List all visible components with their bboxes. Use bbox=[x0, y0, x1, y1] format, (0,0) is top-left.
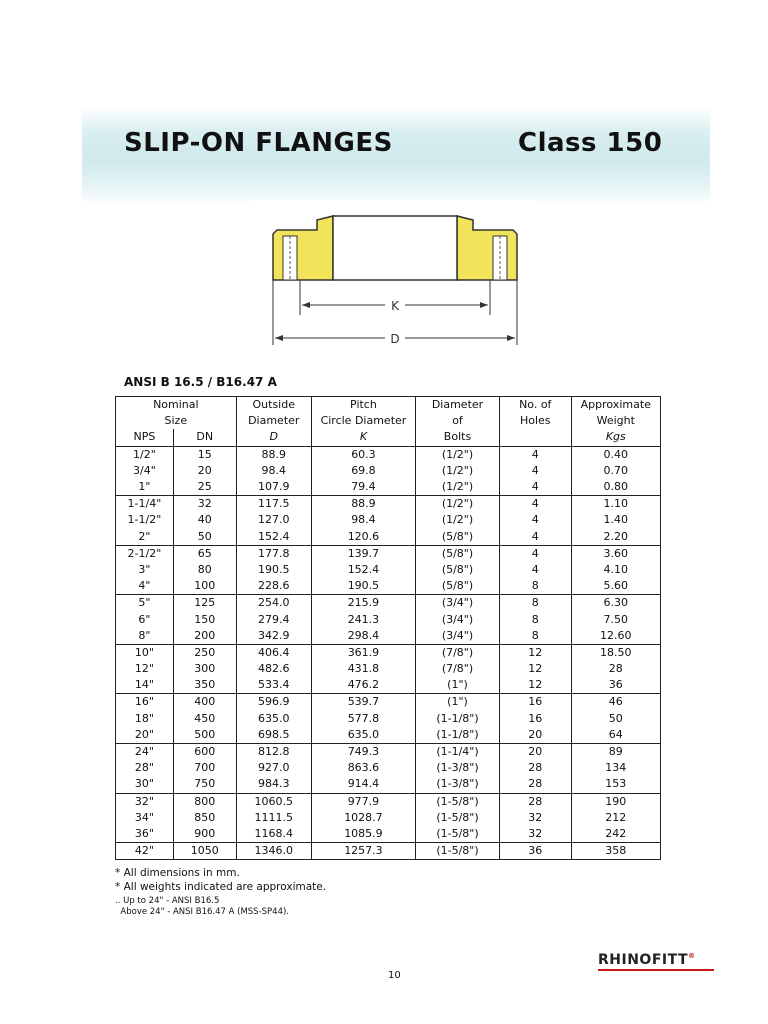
pitch-circle-cell: 577.8 bbox=[311, 711, 415, 727]
table-row bbox=[116, 644, 661, 661]
header-blank bbox=[499, 429, 571, 446]
bolt-diameter-cell: (1/2") bbox=[416, 446, 500, 463]
weight-cell: 7.50 bbox=[571, 611, 660, 627]
table-header-row bbox=[116, 413, 661, 429]
weight-cell: 0.40 bbox=[571, 446, 660, 463]
outside-diameter-cell: 98.4 bbox=[236, 463, 311, 479]
holes-cell: 8 bbox=[499, 578, 571, 595]
table-row bbox=[116, 529, 661, 546]
outside-diameter-cell: 117.5 bbox=[236, 496, 311, 513]
dn-cell: 20 bbox=[173, 463, 236, 479]
outside-diameter-cell: 190.5 bbox=[236, 562, 311, 578]
dn-cell: 200 bbox=[173, 628, 236, 645]
holes-cell: 12 bbox=[499, 677, 571, 694]
bolt-diameter-cell: (1/2") bbox=[416, 496, 500, 513]
header-d: D bbox=[236, 429, 311, 446]
pitch-circle-cell: 863.6 bbox=[311, 760, 415, 776]
table-row bbox=[116, 628, 661, 645]
table-row bbox=[116, 826, 661, 843]
weight-cell: 89 bbox=[571, 743, 660, 760]
header-k: K bbox=[311, 429, 415, 446]
table-row bbox=[116, 479, 661, 496]
holes-cell: 4 bbox=[499, 529, 571, 546]
header-diameter: Diameter bbox=[416, 397, 500, 414]
bolt-diameter-cell: (1-1/8") bbox=[416, 711, 500, 727]
dn-cell: 25 bbox=[173, 479, 236, 496]
dn-cell: 15 bbox=[173, 446, 236, 463]
note-dimensions: * All dimensions in mm. bbox=[115, 867, 240, 879]
header-outside-diameter: Diameter bbox=[236, 413, 311, 429]
nps-cell: 2" bbox=[116, 529, 174, 546]
nps-cell: 2-1/2" bbox=[116, 545, 174, 562]
header-nps: NPS bbox=[116, 429, 174, 446]
nps-cell: 32" bbox=[116, 793, 174, 810]
holes-cell: 4 bbox=[499, 479, 571, 496]
bolt-diameter-cell: (1/2") bbox=[416, 463, 500, 479]
note-up-to-24: .. Up to 24" - ANSI B16.5 bbox=[115, 896, 220, 906]
outside-diameter-cell: 635.0 bbox=[236, 711, 311, 727]
weight-cell: 4.10 bbox=[571, 562, 660, 578]
holes-cell: 28 bbox=[499, 776, 571, 793]
pitch-circle-cell: 120.6 bbox=[311, 529, 415, 546]
dn-cell: 700 bbox=[173, 760, 236, 776]
pitch-circle-cell: 69.8 bbox=[311, 463, 415, 479]
logo-reg-mark: ® bbox=[688, 952, 696, 960]
table-row bbox=[116, 843, 661, 860]
weight-cell: 12.60 bbox=[571, 628, 660, 645]
table-row bbox=[116, 446, 661, 463]
nps-cell: 24" bbox=[116, 743, 174, 760]
holes-cell: 16 bbox=[499, 711, 571, 727]
outside-diameter-cell: 342.9 bbox=[236, 628, 311, 645]
table-row bbox=[116, 776, 661, 793]
bolt-diameter-cell: (1") bbox=[416, 677, 500, 694]
table-row bbox=[116, 463, 661, 479]
nps-cell: 14" bbox=[116, 677, 174, 694]
outside-diameter-cell: 127.0 bbox=[236, 512, 311, 528]
header-no-of: No. of bbox=[499, 397, 571, 414]
bolt-diameter-cell: (1-3/8") bbox=[416, 760, 500, 776]
dn-cell: 900 bbox=[173, 826, 236, 843]
dn-cell: 500 bbox=[173, 727, 236, 744]
pitch-circle-cell: 152.4 bbox=[311, 562, 415, 578]
bolt-diameter-cell: (5/8") bbox=[416, 545, 500, 562]
weight-cell: 5.60 bbox=[571, 578, 660, 595]
header-bolts: Bolts bbox=[416, 429, 500, 446]
pitch-circle-cell: 1257.3 bbox=[311, 843, 415, 860]
dn-cell: 400 bbox=[173, 694, 236, 711]
bolt-diameter-cell: (1/2") bbox=[416, 512, 500, 528]
holes-cell: 28 bbox=[499, 760, 571, 776]
weight-cell: 190 bbox=[571, 793, 660, 810]
bolt-diameter-cell: (5/8") bbox=[416, 562, 500, 578]
nps-cell: 28" bbox=[116, 760, 174, 776]
pitch-circle-cell: 977.9 bbox=[311, 793, 415, 810]
bolt-diameter-cell: (3/4") bbox=[416, 595, 500, 612]
table-row bbox=[116, 711, 661, 727]
dn-cell: 600 bbox=[173, 743, 236, 760]
outside-diameter-cell: 812.8 bbox=[236, 743, 311, 760]
holes-cell: 4 bbox=[499, 512, 571, 528]
holes-cell: 20 bbox=[499, 727, 571, 744]
nps-cell: 12" bbox=[116, 661, 174, 677]
class-label: Class 150 bbox=[518, 128, 663, 158]
dn-cell: 50 bbox=[173, 529, 236, 546]
holes-cell: 36 bbox=[499, 843, 571, 860]
bolt-diameter-cell: (1-5/8") bbox=[416, 810, 500, 826]
header-holes: Holes bbox=[499, 413, 571, 429]
header-circle-diameter: Circle Diameter bbox=[311, 413, 415, 429]
table-row bbox=[116, 562, 661, 578]
header-kgs: Kgs bbox=[571, 429, 660, 446]
nps-cell: 3/4" bbox=[116, 463, 174, 479]
table-row bbox=[116, 810, 661, 826]
pitch-circle-cell: 431.8 bbox=[311, 661, 415, 677]
outside-diameter-cell: 1111.5 bbox=[236, 810, 311, 826]
dn-cell: 40 bbox=[173, 512, 236, 528]
pitch-circle-cell: 1028.7 bbox=[311, 810, 415, 826]
pitch-circle-cell: 1085.9 bbox=[311, 826, 415, 843]
weight-cell: 50 bbox=[571, 711, 660, 727]
nps-cell: 1/2" bbox=[116, 446, 174, 463]
weight-cell: 242 bbox=[571, 826, 660, 843]
nps-cell: 1" bbox=[116, 479, 174, 496]
header-weight: Weight bbox=[571, 413, 660, 429]
nps-cell: 5" bbox=[116, 595, 174, 612]
outside-diameter-cell: 984.3 bbox=[236, 776, 311, 793]
bolt-diameter-cell: (1-1/4") bbox=[416, 743, 500, 760]
nps-cell: 3" bbox=[116, 562, 174, 578]
table-row bbox=[116, 545, 661, 562]
rhinofitt-logo bbox=[598, 952, 696, 968]
pitch-circle-cell: 190.5 bbox=[311, 578, 415, 595]
pitch-circle-cell: 298.4 bbox=[311, 628, 415, 645]
dn-cell: 350 bbox=[173, 677, 236, 694]
table-row bbox=[116, 743, 661, 760]
outside-diameter-cell: 152.4 bbox=[236, 529, 311, 546]
dn-cell: 65 bbox=[173, 545, 236, 562]
holes-cell: 4 bbox=[499, 463, 571, 479]
holes-cell: 32 bbox=[499, 810, 571, 826]
outside-diameter-cell: 1346.0 bbox=[236, 843, 311, 860]
standard-label: ANSI B 16.5 / B16.47 A bbox=[124, 375, 277, 389]
outside-diameter-cell: 1060.5 bbox=[236, 793, 311, 810]
weight-cell: 64 bbox=[571, 727, 660, 744]
dn-cell: 450 bbox=[173, 711, 236, 727]
bolt-diameter-cell: (7/8") bbox=[416, 644, 500, 661]
dn-cell: 1050 bbox=[173, 843, 236, 860]
dn-cell: 150 bbox=[173, 611, 236, 627]
table-row bbox=[116, 760, 661, 776]
header-of: of bbox=[416, 413, 500, 429]
bolt-diameter-cell: (1-5/8") bbox=[416, 826, 500, 843]
holes-cell: 4 bbox=[499, 562, 571, 578]
nps-cell: 42" bbox=[116, 843, 174, 860]
dn-cell: 125 bbox=[173, 595, 236, 612]
outside-diameter-cell: 698.5 bbox=[236, 727, 311, 744]
flange-spec-table bbox=[115, 396, 661, 860]
outside-diameter-cell: 406.4 bbox=[236, 644, 311, 661]
dn-cell: 750 bbox=[173, 776, 236, 793]
holes-cell: 28 bbox=[499, 793, 571, 810]
nps-cell: 34" bbox=[116, 810, 174, 826]
weight-cell: 0.80 bbox=[571, 479, 660, 496]
pitch-circle-cell: 914.4 bbox=[311, 776, 415, 793]
dn-cell: 250 bbox=[173, 644, 236, 661]
outside-diameter-cell: 254.0 bbox=[236, 595, 311, 612]
note-weights: * All weights indicated are approximate. bbox=[115, 881, 327, 893]
table-row bbox=[116, 727, 661, 744]
weight-cell: 134 bbox=[571, 760, 660, 776]
outside-diameter-cell: 228.6 bbox=[236, 578, 311, 595]
weight-cell: 1.10 bbox=[571, 496, 660, 513]
weight-cell: 0.70 bbox=[571, 463, 660, 479]
outside-diameter-cell: 533.4 bbox=[236, 677, 311, 694]
nps-cell: 36" bbox=[116, 826, 174, 843]
holes-cell: 4 bbox=[499, 545, 571, 562]
nps-cell: 30" bbox=[116, 776, 174, 793]
header-dn: DN bbox=[173, 429, 236, 446]
table-row bbox=[116, 578, 661, 595]
holes-cell: 12 bbox=[499, 661, 571, 677]
nps-cell: 1-1/2" bbox=[116, 512, 174, 528]
k-dimension-label: K bbox=[391, 299, 399, 313]
bolt-diameter-cell: (1-3/8") bbox=[416, 776, 500, 793]
weight-cell: 212 bbox=[571, 810, 660, 826]
dn-cell: 850 bbox=[173, 810, 236, 826]
holes-cell: 8 bbox=[499, 628, 571, 645]
table-row bbox=[116, 677, 661, 694]
weight-cell: 1.40 bbox=[571, 512, 660, 528]
pitch-circle-cell: 749.3 bbox=[311, 743, 415, 760]
bolt-diameter-cell: (1") bbox=[416, 694, 500, 711]
weight-cell: 18.50 bbox=[571, 644, 660, 661]
dn-cell: 300 bbox=[173, 661, 236, 677]
bolt-diameter-cell: (1-5/8") bbox=[416, 843, 500, 860]
weight-cell: 6.30 bbox=[571, 595, 660, 612]
weight-cell: 153 bbox=[571, 776, 660, 793]
weight-cell: 358 bbox=[571, 843, 660, 860]
header-pitch: Pitch bbox=[311, 397, 415, 414]
outside-diameter-cell: 1168.4 bbox=[236, 826, 311, 843]
table-row bbox=[116, 661, 661, 677]
bolt-diameter-cell: (5/8") bbox=[416, 529, 500, 546]
header-outside: Outside bbox=[236, 397, 311, 414]
outside-diameter-cell: 177.8 bbox=[236, 545, 311, 562]
outside-diameter-cell: 596.9 bbox=[236, 694, 311, 711]
pitch-circle-cell: 539.7 bbox=[311, 694, 415, 711]
holes-cell: 32 bbox=[499, 826, 571, 843]
weight-cell: 3.60 bbox=[571, 545, 660, 562]
nps-cell: 4" bbox=[116, 578, 174, 595]
pitch-circle-cell: 361.9 bbox=[311, 644, 415, 661]
pitch-circle-cell: 79.4 bbox=[311, 479, 415, 496]
table-row bbox=[116, 512, 661, 528]
dn-cell: 800 bbox=[173, 793, 236, 810]
table-row bbox=[116, 694, 661, 711]
holes-cell: 4 bbox=[499, 446, 571, 463]
header-approximate: Approximate bbox=[571, 397, 660, 414]
logo-underline bbox=[598, 969, 714, 971]
pitch-circle-cell: 88.9 bbox=[311, 496, 415, 513]
dn-cell: 100 bbox=[173, 578, 236, 595]
outside-diameter-cell: 279.4 bbox=[236, 611, 311, 627]
note-above-24: Above 24" - ANSI B16.47 A (MSS-SP44). bbox=[115, 907, 289, 917]
weight-cell: 36 bbox=[571, 677, 660, 694]
outside-diameter-cell: 107.9 bbox=[236, 479, 311, 496]
nps-cell: 1-1/4" bbox=[116, 496, 174, 513]
pitch-circle-cell: 139.7 bbox=[311, 545, 415, 562]
table-row bbox=[116, 611, 661, 627]
header-nominal: Nominal bbox=[116, 397, 237, 414]
bolt-diameter-cell: (3/4") bbox=[416, 611, 500, 627]
weight-cell: 46 bbox=[571, 694, 660, 711]
outside-diameter-cell: 927.0 bbox=[236, 760, 311, 776]
table-header-row bbox=[116, 429, 661, 446]
table-row bbox=[116, 595, 661, 612]
nps-cell: 18" bbox=[116, 711, 174, 727]
holes-cell: 4 bbox=[499, 496, 571, 513]
bolt-diameter-cell: (3/4") bbox=[416, 628, 500, 645]
holes-cell: 16 bbox=[499, 694, 571, 711]
pitch-circle-cell: 60.3 bbox=[311, 446, 415, 463]
flange-diagram bbox=[255, 200, 535, 355]
holes-cell: 20 bbox=[499, 743, 571, 760]
dn-cell: 80 bbox=[173, 562, 236, 578]
nps-cell: 10" bbox=[116, 644, 174, 661]
notes bbox=[115, 866, 326, 894]
pitch-circle-cell: 215.9 bbox=[311, 595, 415, 612]
nps-cell: 20" bbox=[116, 727, 174, 744]
bolt-diameter-cell: (1/2") bbox=[416, 479, 500, 496]
table-row bbox=[116, 496, 661, 513]
page-number: 10 bbox=[388, 970, 401, 981]
standards-notes bbox=[115, 896, 289, 918]
bolt-diameter-cell: (1-5/8") bbox=[416, 793, 500, 810]
d-dimension-label: D bbox=[390, 332, 400, 346]
bolt-diameter-cell: (7/8") bbox=[416, 661, 500, 677]
table-header-row bbox=[116, 397, 661, 414]
bolt-diameter-cell: (5/8") bbox=[416, 578, 500, 595]
holes-cell: 8 bbox=[499, 595, 571, 612]
bolt-diameter-cell: (1-1/8") bbox=[416, 727, 500, 744]
pitch-circle-cell: 476.2 bbox=[311, 677, 415, 694]
holes-cell: 8 bbox=[499, 611, 571, 627]
pitch-circle-cell: 635.0 bbox=[311, 727, 415, 744]
pitch-circle-cell: 98.4 bbox=[311, 512, 415, 528]
weight-cell: 28 bbox=[571, 661, 660, 677]
dn-cell: 32 bbox=[173, 496, 236, 513]
pitch-circle-cell: 241.3 bbox=[311, 611, 415, 627]
outside-diameter-cell: 482.6 bbox=[236, 661, 311, 677]
outside-diameter-cell: 88.9 bbox=[236, 446, 311, 463]
header-size: Size bbox=[116, 413, 237, 429]
nps-cell: 16" bbox=[116, 694, 174, 711]
logo-text: RHINOFITT bbox=[598, 952, 689, 968]
nps-cell: 8" bbox=[116, 628, 174, 645]
page-title: SLIP-ON FLANGES bbox=[124, 128, 393, 158]
nps-cell: 6" bbox=[116, 611, 174, 627]
weight-cell: 2.20 bbox=[571, 529, 660, 546]
holes-cell: 12 bbox=[499, 644, 571, 661]
table-row bbox=[116, 793, 661, 810]
